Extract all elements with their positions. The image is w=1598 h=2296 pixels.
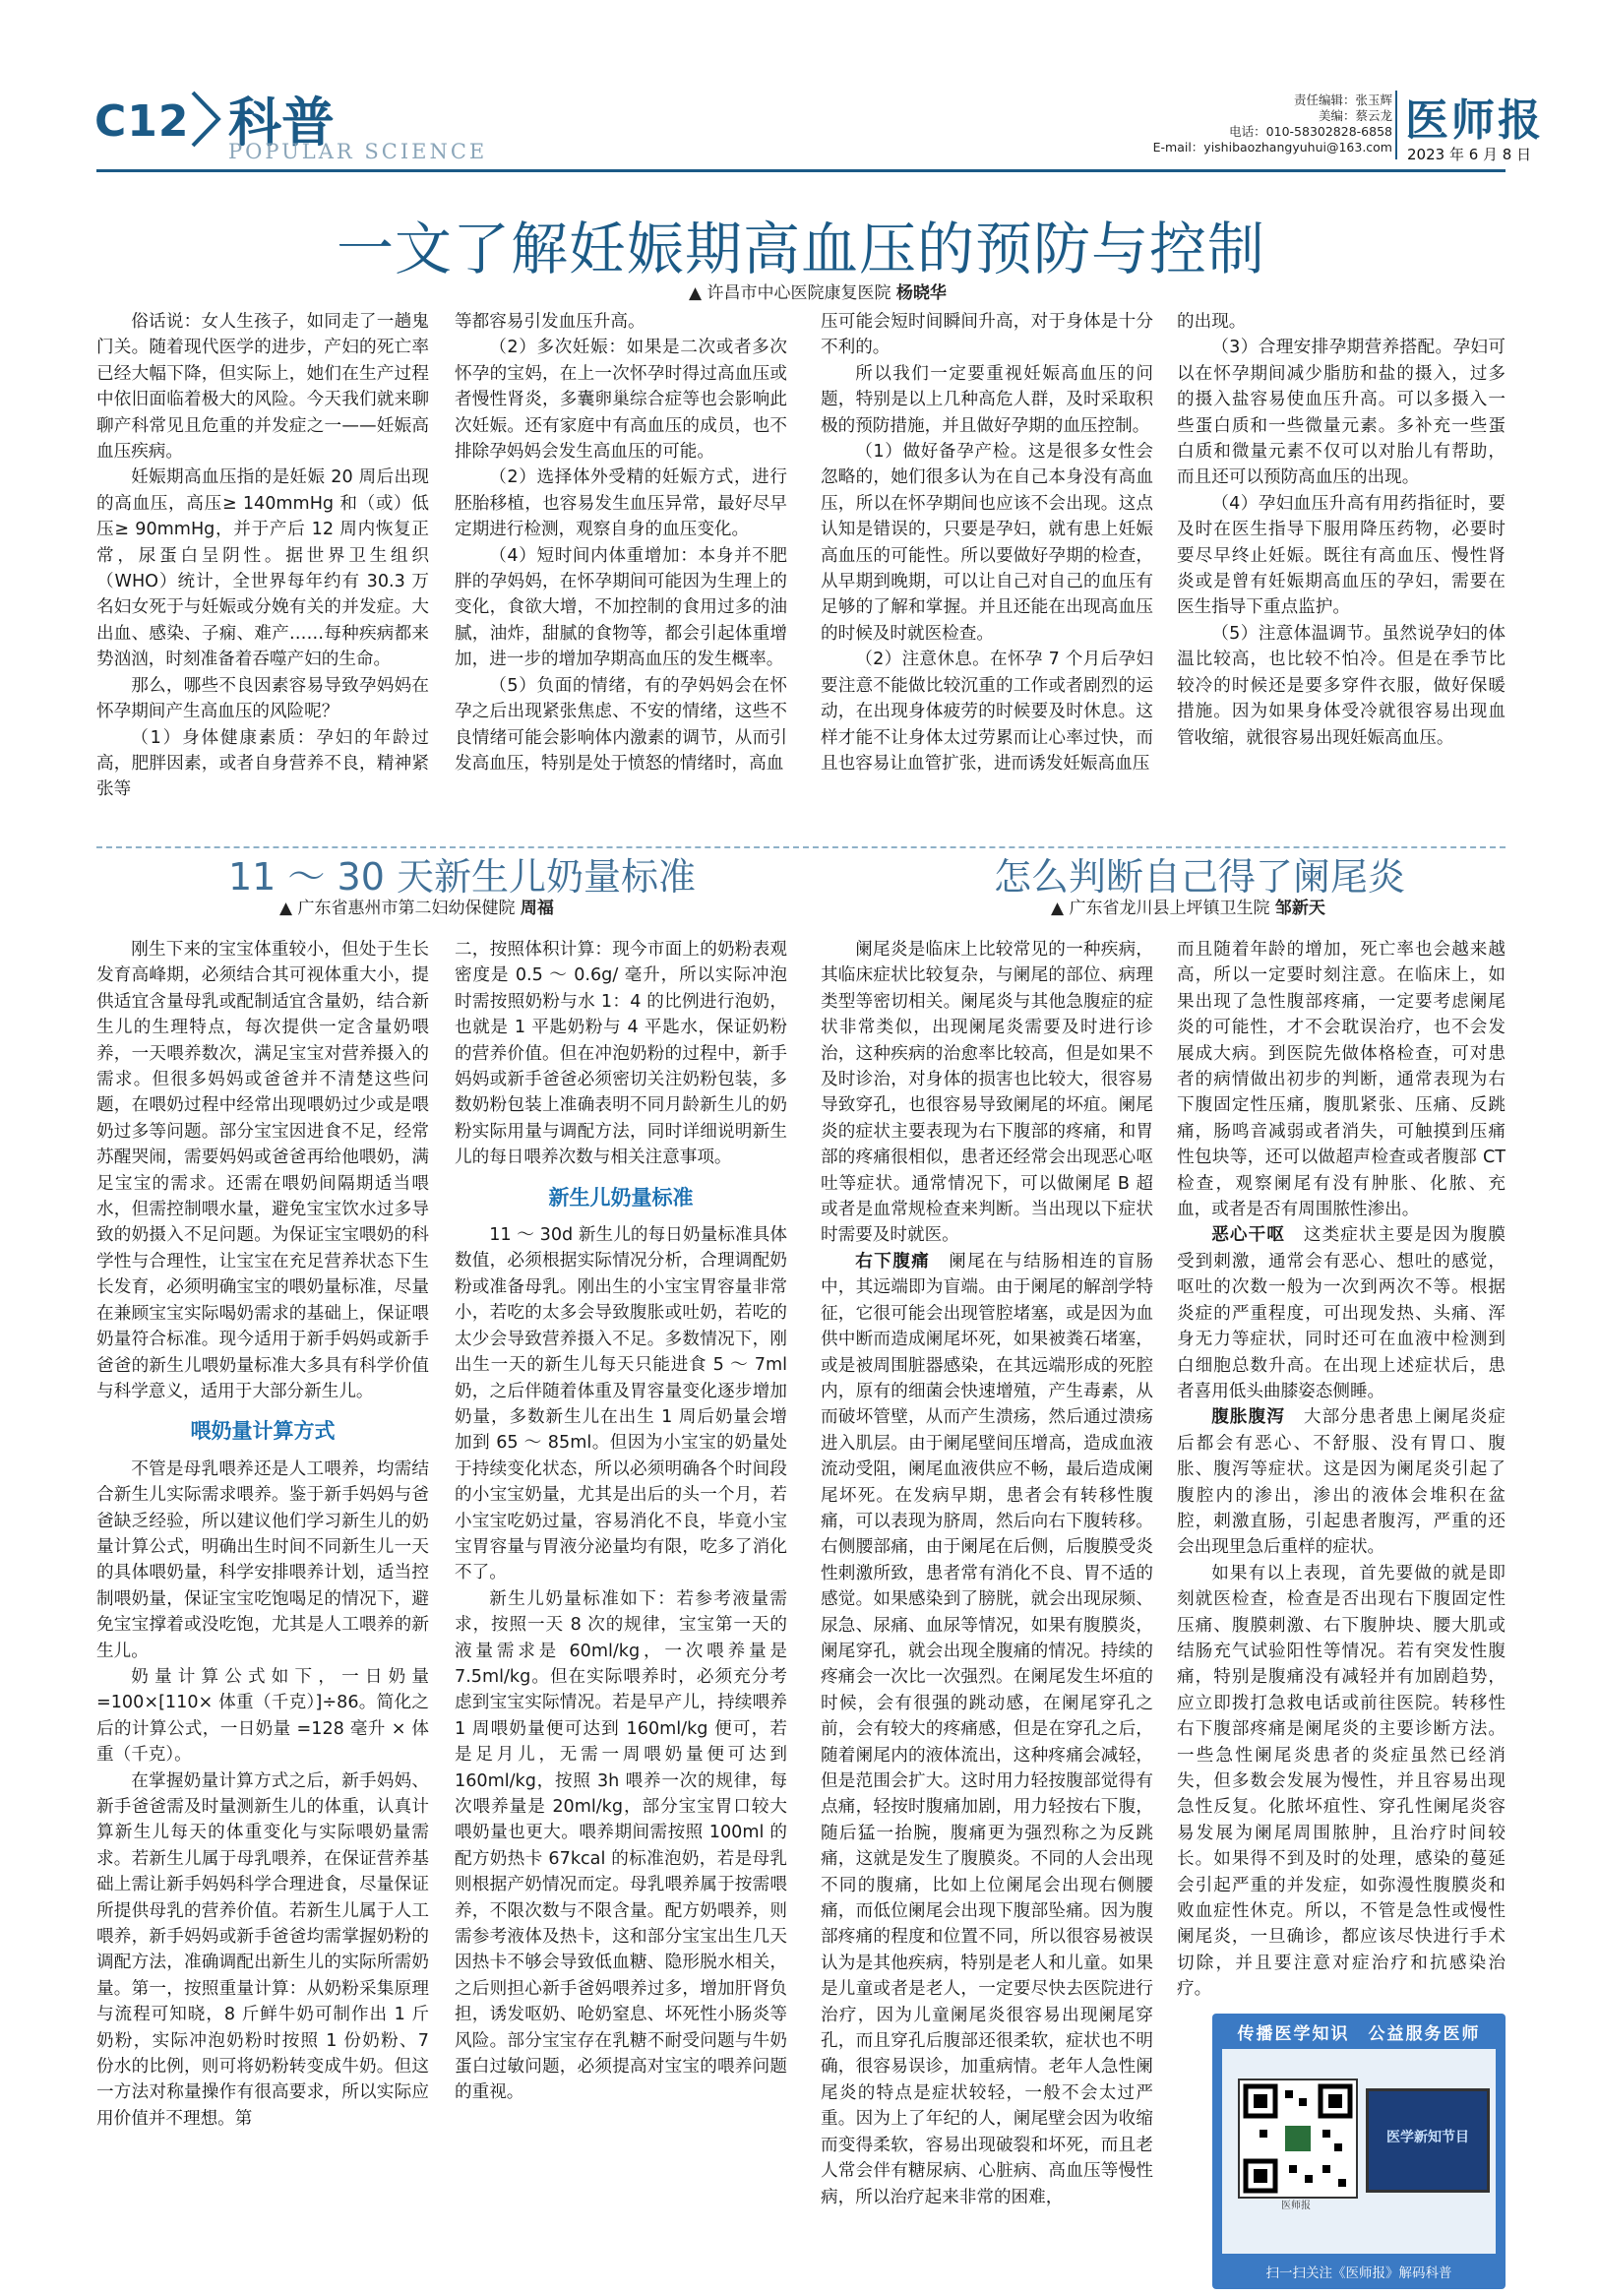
paragraph (1177, 1404, 1506, 1560)
paragraph (821, 937, 1153, 1249)
paragraph: 新生儿奶量标准如下：若参考液量需求，按照一天 8 次的规律，宝宝第一天的液量需求是 60ml/kg，一次喂养量是 7.5ml/kg。但在实际喂养时，必须充分考虑到宝宝实际情况。若是早产儿，持续喂养 1 周喂奶量便可达到 160ml/kg 便可，若是足月儿，无需一周喂奶量便可达到 160ml/kg，按照 3h 喂养一次的规律，每次喂养量是 20ml/kg，部分宝宝胃口较大喂奶量也更大。喂养期间需按照 100ml 的配方奶热卡 67kcal 的标准泡奶，若是母乳则根据产奶情况而定。母乳喂养属于按需喂养，不限次数与不限含量。配方奶喂养，则需参考液体及热卡，这和部分宝宝出生几天因热卡不够会导致低血糖、隐形脱水相关，之后则担心新手爸妈喂养过多，增加肝肾负担，诱发呕奶、呛奶窒息、坏死性小肠炎等风险。部分宝宝存在乳糖不耐受问题与牛奶蛋白过敏问题，必须提高对宝宝的喂养问题的重视。 (455, 1588, 787, 2103)
qr-code-icon[interactable] (1238, 2079, 1358, 2199)
paragraph (1177, 937, 1506, 1222)
paragraph-text: 阑尾在与结肠相连的盲肠中，其远端即为盲端。由于阑尾的解剖学特征，它很可能会出现管腔堵塞，或是因为血供中断而造成阑尾坏死，如果被粪石堵塞，或是被周围脏器感染，在其远端形成的死腔内，原有的细菌会快速增殖，产生毒素，从而破坏管壁，从而产生溃疡，然后通过溃疡进入肌层。由于阑尾壁间压增高，造成血液流动受阻，阑尾血液供应不畅，最后造成阑尾坏死。在发病早期，患者会有转移性腹痛，可以表现为脐周，然后向右下腹转移。右侧腰部痛，由于阑尾在后侧，后腹膜受炎性刺激所致，患者常有消化不良、胃不适的感觉。如果感染到了膀胱，就会出现尿频、尿急、尿痛、血尿等情况，如果有腹膜炎，阑尾穿孔，就会出现全腹痛的情况。持续的疼痛会一次比一次强烈。在阑尾发生坏疽的时候，会有很强的跳动感，在阑尾穿孔之前，会有较大的疼痛感，但是在穿孔之后，随着阑尾内的液体流出，这种疼痛会减轻，但是范围会扩大。这时用力轻按腹部觉得有点痛，轻按时腹痛加剧，用力轻按右下腹，随后猛一抬腕，腹痛更为强烈称之为反跳痛，这就是发生了腹膜炎。不同的人会出现不同的腹痛，比如上位阑尾会出现右侧腰痛，而低位阑尾会出现下腹部坠痛。因为腹部疼痛的程度和位置不同，所以很容易被误认为是其他疾病，特别是老人和儿童。如果是儿童或者是老人，一定要尽快去医院进行治疗，因为儿童阑尾炎很容易出现阑尾穿孔，而且穿孔后腹部还很柔软，症状也不明确，很容易误诊，加重病情。老年人急性阑尾炎的特点是症状较轻，一般不会太过严重。因为上了年纪的人，阑尾壁会因为收缩而变得柔软，容易出现破裂和坏死，而且老人常会伴有糖尿病、心脏病、高血压等慢性病，所以治疗起来非常的困难， (821, 1251, 1153, 2207)
byline-org: ▲ 广东省惠州市第二妇幼保健院 (279, 899, 516, 918)
subheading-standard: 新生儿奶量标准 (548, 1185, 694, 1210)
newspaper-logo: 医师报 (1405, 95, 1544, 146)
paragraph: （2）注意休息。在怀孕 7 个月后孕妇要注意不能做比较沉重的工作或者剧烈的运动，在出现身体疲劳的时候要及时休息。这样才能不让身体太过劳累而让心率过快，而且也容易让血管扩张，进而诱发妊娠高血压 (821, 650, 1153, 774)
article3-title: 怎么判断自己得了阑尾炎 (994, 855, 1406, 899)
byline-author: 杨晓华 (895, 283, 947, 303)
chevron-right-icon (189, 89, 224, 150)
article2-col2 (455, 937, 787, 2106)
paragraph: （3）合理安排孕期营养搭配。孕妇可以在怀孕期间减少脂肪和盐的摄入，过多的摄入盐容易使血压升高。可以多摄入一些蛋白质和一些微量元素。多补充一些蛋白质和微量元素不仅可以对胎儿有帮助，而且还可以预防高血压的出现。 (1177, 338, 1506, 488)
issue-date: 2023 年 6 月 8 日 (1407, 146, 1532, 163)
paragraph: 俗话说：女人生孩子，如同走了一趟鬼门关。随着现代医学的进步，产妇的死亡率已经大幅下降，但实际上，她们在生产过程中依旧面临着极大的风险。今天我们就来聊聊产科常见且危重的并发症之一——妊娠高血压疾病。 (96, 312, 429, 463)
promo-box[interactable] (1212, 2014, 1506, 2289)
promo-caption: 扫一扫关注《医师报》解码科普 (1265, 2265, 1452, 2281)
paragraph: 11 ～ 30d 新生儿的每日奶量标准具体数值，必须根据实际情况分析，合理调配奶粉或准备母乳。刚出生的小宝宝胃容量非常小，若吃的太多会导致腹胀或吐奶，若吃的太少会导致营养摄入不足。多数情况下，刚出生一天的新生儿每天只能进食 5 ～ 7ml 奶，之后伴随着体重及胃容量变化逐步增加奶量，多数新生儿在出生 1 周后奶量会增加到 65 ～ 85ml。但因为小宝宝的奶量处于持续变化状态，所以必须明确各个时间段的小宝宝奶量，尤其是出后的头一个月，若小宝宝吃奶过量，容易消化不良，毕竟小宝宝胃容量与胃液分泌量均有限，吃多了消化不了。 (455, 1225, 787, 1583)
paragraph: （5）注意体温调节。虽然说孕妇的体温比较高，也比较不怕冷。但是在季节比较冷的时候还是要多穿件衣服，做好保暖措施。因为如果身体受冷就很容易出现血管收缩，就很容易出现妊娠高血压。 (1177, 623, 1506, 748)
keyword: 腹胀腹泻 (1211, 1407, 1286, 1428)
tv-label: 医学新知节目 (1386, 2130, 1469, 2145)
article2-col1 (96, 937, 429, 2132)
paragraph: （4）孕妇血压升高有用药指征时，要及时在医生指导下服用降压药物，必要时要尽早终止妊娠。既往有高血压、慢性肾炎或是曾有妊娠期高血压的孕妇，需要在医生指导下重点监护。 (1177, 493, 1506, 618)
paragraph (1177, 1222, 1506, 1404)
article1-col1 (96, 309, 429, 803)
paragraph: 压可能会短时间瞬间升高，对于身体是十分不利的。 (821, 312, 1153, 358)
paragraph: 在掌握奶量计算方式之后，新手妈妈、新手爸爸需及时量测新生儿的体重，认真计算新生儿每天的体重变化与实际喂奶量需求。若新生儿属于母乳喂养，在保证营养基础上需让新手妈妈科学合理进食，尽量保证所提供母乳的营养价值。若新生儿属于人工喂养，新手妈妈或新手爸爸均需掌握奶粉的调配方法，准确调配出新生儿的实际所需奶量。第一，按照重量计算：从奶粉采集原理与流程可知晓，8 斤鲜牛奶可制作出 1 斤奶粉，实际冲泡奶粉时按照 1 份奶粉、7 份水的比例，则可将奶粉转变成牛奶。但这一方法对称量操作有很高要求，所以实际应用价值并不理想。第 (96, 1770, 429, 2129)
header-rule (96, 169, 1506, 172)
paragraph: 二，按照体积计算：现今市面上的奶粉表观密度是 0.5 ～ 0.6g/ 毫升，所以实际冲泡时需按照奶粉与水 1：4 的比例进行泡奶，也就是 1 平匙奶粉与 4 平匙水，保证奶粉的营养价值。但在冲泡奶粉的过程中，新手妈妈或新手爸爸必须密切关注奶粉包装，多数奶粉包装上准确表明不同月龄新生儿的奶粉实际用量与调配方法，同时详细说明新生儿的每日喂养次数与相关注意事项。 (455, 940, 787, 1168)
masthead-info (1146, 93, 1392, 155)
paragraph-text: 而且随着年龄的增加，死亡率也会越来越高，所以一定要时刻注意。在临床上，如果出现了急性腹部疼痛，一定要考虑阑尾炎的可能性，才不会耽误治疗，也不会发展成大病。到医院先做体格检查，可对患者的病情做出初步的判断，通常表现为右下腹固定性压痛，腹肌紧张、压痛、反跳痛，肠鸣音减弱或者消失，可触摸到压痛性包块等，还可以做超声检查或者腹部 CT 检查，观察阑尾有没有肿胀、化脓、充血，或者是否有周围脓性渗出。 (1177, 940, 1506, 1220)
designer: 美编：蔡云龙 (1318, 108, 1392, 123)
byline-org: ▲ 广东省龙川县上坪镇卫生院 (1051, 899, 1270, 918)
section-subtitle: POPULAR SCIENCE (228, 140, 488, 163)
article2-byline (279, 894, 554, 918)
article1-col2 (455, 309, 787, 776)
tv-icon (1366, 2088, 1490, 2193)
article3-col1 (821, 937, 1153, 2210)
paragraph-text: 阑尾炎是临床上比较常见的一种疾病，其临床症状比较复杂，与阑尾的部位、病理类型等密切相关。阑尾炎与其他急腹症的症状非常类似，出现阑尾炎需要及时进行诊治，这种疾病的治愈率比较高，但是如果不及时诊治，对身体的损害也比较大，很容易导致穿孔，也很容易导致阑尾的坏疽。阑尾炎的症状主要表现为右下腹部的疼痛，和胃部的疼痛很相似，患者还经常会出现恶心呕吐等症状。通常情况下，可以做阑尾 B 超或者是血常规检查来判断。当出现以下症状时需要及时就医。 (821, 940, 1153, 1246)
keyword: 右下腹痛 (855, 1251, 931, 1272)
paragraph: （2）多次妊娠：如果是二次或者多次怀孕的宝妈，在上一次怀孕时得过高血压或者慢性肾炎，多囊卵巢综合症等也会影响此次妊娠。还有家庭中有高血压的成员，也不排除孕妈妈会发生高血压的可能。 (455, 338, 787, 463)
promo-heading: 传播医学知识 公益服务医师 (1237, 2024, 1481, 2044)
editor: 责任编辑：张玉辉 (1293, 93, 1392, 107)
article1-byline (689, 279, 947, 303)
article3-col2 (1177, 937, 1506, 2003)
paragraph (1177, 1561, 1506, 2003)
qr-label: 医师报 (1281, 2201, 1311, 2211)
subheading-calculation: 喂奶量计算方式 (190, 1419, 336, 1444)
byline-author: 周福 (520, 899, 554, 918)
email[interactable]: E-mail：yishibaozhangyuhui@163.com (1152, 140, 1392, 155)
paragraph-text: 大部分患者患上阑尾炎症后都会有恶心、不舒服、没有胃口、腹胀、腹泻等症状。这是因为阑尾炎引起了腹腔内的渗出，渗出的液体会堆积在盆腔，刺激直肠，引起患者腹泻，严重的还会出现里急后重样的症状。 (1177, 1407, 1506, 1558)
article2-title: 11 ～ 30 天新生儿奶量标准 (228, 855, 696, 899)
keyword: 恶心干呕 (1211, 1225, 1286, 1246)
paragraph: 不管是母乳喂养还是人工喂养，均需结合新生儿实际需求喂养。鉴于新手妈妈与爸爸缺乏经验，所以建议他们学习新生儿的奶量计算公式，明确出生时间不同新生儿一天的具体喂奶量，科学安排喂养计划，适当控制喂奶量，保证宝宝吃饱喝足的情况下，避免宝宝撑着或没吃饱，尤其是人工喂养的新生儿。 (96, 1458, 429, 1661)
page-number: C12 (94, 96, 190, 147)
paragraph: 刚生下来的宝宝体重较小，但处于生长发育高峰期，必须结合其可视体重大小，提供适宜含量母乳或配制适宜含量奶，结合新生儿的生理特点，每次提供一定含量奶喂养，一天喂养数次，满足宝宝对营养摄入的需求。但很多妈妈或爸爸并不清楚这些问题，在喂奶过程中经常出现喂奶过少或是喂奶过多等问题。部分宝宝因进食不足，经常苏醒哭闹，需要妈妈或爸爸再给他喂奶，满足宝宝的需求。还需在喂奶间隔期适当喂水，但需控制喂水量，避免宝宝饮水过多导致的奶摄入不足问题。为保证宝宝喂奶的科学性与合理性，让宝宝在充足营养状态下生长发育，必须明确宝宝的喂奶量标准，尽量在兼顾宝宝实际喝奶需求的基础上，保证喂奶量符合标准。现今适用于新手妈妈或新手爸爸的新生儿喂奶量标准大多具有科学价值与科学意义，适用于大部分新生儿。 (96, 940, 429, 1401)
paragraph: 的出现。 (1177, 312, 1247, 332)
paragraph: 奶量计算公式如下，一日奶量=100×[110× 体重（千克）]÷86。简化之后的计算公式，一日奶量 =128 毫升 × 体重（千克）。 (96, 1666, 429, 1766)
paragraph: 那么，哪些不良因素容易导致孕妈妈在怀孕期间产生高血压的风险呢？ (96, 675, 429, 722)
paragraph: 等都容易引发血压升高。 (455, 312, 645, 332)
paragraph: 妊娠期高血压指的是妊娠 20 周后出现的高血压，高压≥ 140mmHg 和（或）低压≥ 90mmHg，并于产后 12 周内恢复正常，尿蛋白呈阴性。据世界卫生组织（WHO）统计，全世界每年约有 30.3 万名妇女死于与妊娠或分娩有关的并发症。大出血、感染、子痫、难产……每种疾病都来势汹汹，时刻准备着吞噬产妇的生命。 (96, 467, 429, 670)
article1-col3 (821, 309, 1153, 776)
paragraph (821, 1249, 1153, 2210)
section-title: 科普 (228, 92, 335, 154)
paragraph: （5）负面的情绪，有的孕妈妈会在怀孕之后出现紧张焦虑、不安的情绪，这些不良情绪可能会影响体内激素的调节，从而引发高血压，特别是处于愤怒的情绪时，高血 (455, 675, 787, 774)
paragraph-text: 如果有以上表现，首先要做的就是即刻就医检查，检查是否出现右下腹固定性压痛、腹膜刺激、右下腹肿块、腰大肌或结肠充气试验阳性等情况。若有突发性腹痛，特别是腹痛没有减轻并有加剧趋势，应立即拨打急救电话或前往医院。转移性右下腹部疼痛是阑尾炎的主要诊断方法。一些急性阑尾炎患者的炎症虽然已经消失，但多数会发展为慢性，并且容易出现急性反复。化脓坏疽性、穿孔性阑尾炎容易发展为阑尾周围脓肿，且治疗时间较长。如果得不到及时的处理，感染的蔓延会引起严重的并发症，如弥漫性腹膜炎和败血症性休克。所以，不管是急性或慢性阑尾炎，一旦确诊，都应该尽快进行手术切除，并且要注意对症治疗和抗感染治疗。 (1177, 1563, 1506, 2000)
paragraph: （1）身体健康素质：孕妇的年龄过高，肥胖因素，或者自身营养不良，精神紧张等 (96, 727, 429, 800)
paragraph: （2）选择体外受精的妊娠方式，进行胚胎移植，也容易发生血压异常，最好尽早定期进行检测，观察自身的血压变化。 (455, 467, 787, 540)
phone: 电话：010-58302828-6858 (1229, 124, 1392, 139)
byline-org: ▲ 许昌市中心医院康复医院 (689, 283, 891, 303)
masthead-divider (1395, 91, 1397, 159)
paragraph: 所以我们一定要重视妊娠高血压的问题，特别是以上几种高危人群，及时采取积极的预防措施，并且做好孕期的血压控制。 (821, 363, 1153, 436)
byline-author: 邹新天 (1274, 899, 1325, 918)
article1-title: 一文了解妊娠期高血压的预防与控制 (336, 216, 1265, 282)
paragraph-text: 这类症状主要是因为腹膜受到刺激，通常会有恶心、想吐的感觉，呕吐的次数一般为一次到两次不等。根据炎症的严重程度，可出现发热、头痛、浑身无力等症状，同时还可在血液中检测到白细胞总数升高。在出现上述症状后，患者喜用低头曲膝姿态侧睡。 (1177, 1225, 1506, 1401)
paragraph: （4）短时间内体重增加：本身并不肥胖的孕妈妈，在怀孕期间可能因为生理上的变化，食欲大增，不加控制的食用过多的油腻，油炸，甜腻的食物等，都会引起体重增加，进一步的增加孕期高血压的发生概率。 (455, 545, 787, 670)
paragraph: （1）做好备孕产检。这是很多女性会忽略的，她们很多认为在自己本身没有高血压，所以在怀孕期间也应该不会出现。这点认知是错误的，只要是孕妇，就有患上妊娠高血压的可能性。所以要做好孕期的检查，从早期到晚期，可以让自己对自己的血压有足够的了解和掌握。并且还能在出现高血压的时候及时就医检查。 (821, 442, 1153, 644)
article3-byline (1051, 894, 1325, 918)
promo-panel (1222, 2049, 1496, 2254)
article1-col4 (1177, 309, 1506, 751)
